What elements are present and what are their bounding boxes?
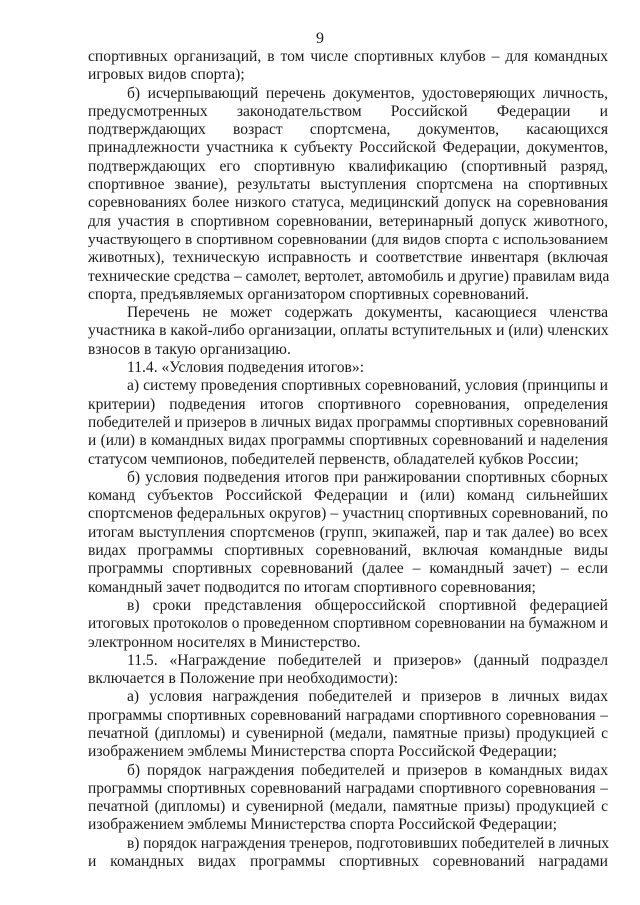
text-line: 11.5. «Награждение победителей и призеров» (данный подраздел bbox=[127, 651, 608, 669]
text-line: итогам выступления спортсменов (групп, экипажей, пар и так далее) во всех bbox=[88, 523, 608, 541]
text-line: в) сроки представления общероссийской спортивной федерацией bbox=[127, 596, 608, 614]
text-line: программы спортивных соревнований наградами спортивного соревнования – bbox=[88, 779, 608, 797]
text-line: 11.4. «Условия подведения итогов»: bbox=[127, 359, 365, 377]
text-line: и (или) в командных видах программы спортивных соревнований и наделения bbox=[88, 432, 608, 450]
text-line: б) условия подведения итогов при ранжировании спортивных сборных bbox=[127, 468, 608, 486]
text-line: спортивных организаций, в том числе спортивных клубов – для командных bbox=[88, 48, 608, 65]
text-line: командный зачет подводится по итогам спортивного соревнования; bbox=[88, 578, 536, 596]
text-line: видах программы спортивных соревнований, включая командные виды bbox=[88, 542, 608, 560]
text-line: для участия в спортивном соревновании, ветеринарный допуск животного, bbox=[88, 212, 608, 230]
text-line: электронном носителях в Министерство. bbox=[88, 633, 361, 651]
text-line: печатной (дипломы) и сувенирной (медали, памятные призы) продукцией с bbox=[88, 724, 608, 742]
text-line: взносов в такую организацию. bbox=[88, 340, 291, 358]
text-line: игровых видов спорта); bbox=[88, 66, 245, 84]
text-line: итоговых протоколов о проведенном спортивном соревновании на бумажном и bbox=[88, 615, 608, 633]
text-line: и командных видах программы спортивных соревнований наградами bbox=[88, 853, 608, 871]
text-line: участника в какой-либо организации, оплаты вступительных и (или) членских bbox=[88, 322, 609, 340]
text-line: технические средства – самолет, вертолет, автомобиль и другие) правилам вида bbox=[88, 267, 610, 285]
text-line: критерии) подведения итогов спортивного соревнования, определения bbox=[88, 395, 608, 413]
text-line: в) порядок награждения тренеров, подготовивших победителей в личных bbox=[127, 834, 610, 852]
text-line: победителей и призеров в личных видах программы спортивных соревнований bbox=[88, 413, 609, 431]
text-line: команд субъектов Российской Федерации и (или) команд сильнейших bbox=[88, 487, 608, 505]
text-line: изображением эмблемы Министерства спорта Российской Федерации; bbox=[88, 816, 557, 834]
text-line: Перечень не может содержать документы, касающиеся членства bbox=[127, 304, 608, 322]
text-line: включается в Положение при необходимости): bbox=[88, 670, 399, 688]
text-line: печатной (дипломы) и сувенирной (медали, памятные призы) продукцией с bbox=[88, 798, 608, 816]
text-line: предусмотренных законодательством Российской Федерации и bbox=[88, 102, 608, 120]
text-line: животных), техническую исправность и соответствие инвентаря (включая bbox=[88, 249, 608, 267]
text-line: изображением эмблемы Министерства спорта Российской Федерации; bbox=[88, 743, 557, 761]
text-line: спортивное звание), результаты выступления спортсмена на спортивных bbox=[88, 176, 608, 194]
text-line: подтверждающих его спортивную квалификацию (спортивный разряд, bbox=[88, 157, 608, 175]
page-number: 9 bbox=[316, 30, 324, 47]
body-text bbox=[88, 48, 608, 871]
text-line: б) исчерпывающий перечень документов, удостоверяющих личность, bbox=[127, 84, 608, 102]
text-line: спорта, предъявляемых организатором спортивных соревнований. bbox=[88, 285, 529, 303]
text-line: принадлежности участника к субъекту Российской Федерации, документов, bbox=[88, 139, 608, 157]
text-line: статусом чемпионов, победителей первенств, обладателей кубков России; bbox=[88, 450, 579, 468]
text-line: соревнованиях более низкого статуса, медицинский допуск на соревнования bbox=[88, 194, 608, 212]
text-line: а) условия награждения победителей и призеров в личных видах bbox=[127, 688, 608, 706]
text-line: спортсменов федеральных округов) – участниц спортивных соревнований, по bbox=[88, 505, 608, 523]
text-line: а) систему проведения спортивных соревнований, условия (принципы и bbox=[127, 377, 608, 395]
text-line: б) порядок награждения победителей и призеров в командных видах bbox=[127, 761, 608, 779]
text-line: программы спортивных соревнований наградами спортивного соревнования – bbox=[88, 706, 608, 724]
text-line: подтверждающих возраст спортсмена, документов, касающихся bbox=[88, 121, 608, 139]
text-line: участвующего в спортивном соревновании (для видов спорта с использованием bbox=[88, 230, 608, 248]
text-line: программы спортивных соревнований (далее – командный зачет) – если bbox=[88, 560, 608, 578]
